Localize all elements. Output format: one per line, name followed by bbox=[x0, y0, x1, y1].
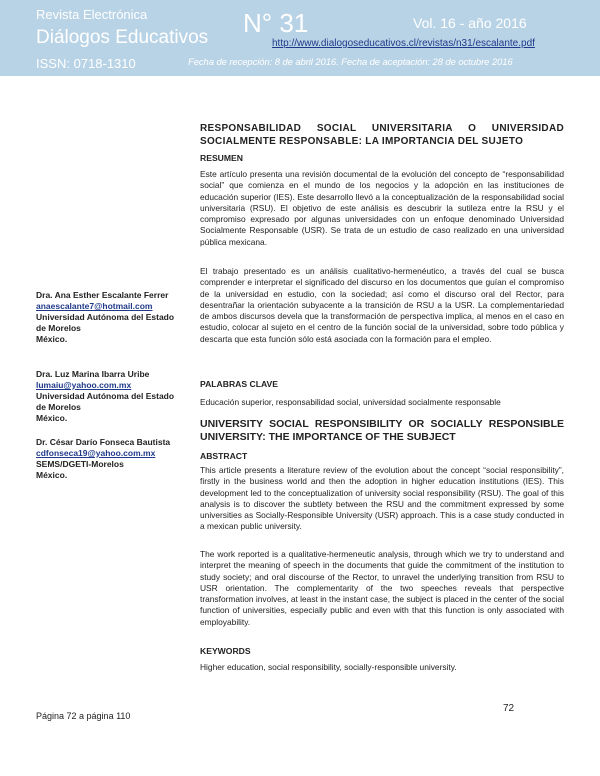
author-institution: SEMS/DGETI-Morelos bbox=[36, 459, 124, 469]
author-email-link[interactable]: lumaiu@yahoo.com.mx bbox=[36, 380, 132, 390]
reception-dates: Fecha de recepción: 8 de abril 2016. Fecha de aceptación: 28 de octubre 2016 bbox=[188, 57, 513, 68]
author-name: Dra. Ana Esther Escalante Ferrer bbox=[36, 290, 169, 300]
author-country: México. bbox=[36, 334, 68, 344]
journal-name-small: Revista Electrónica bbox=[36, 7, 148, 22]
article-title-en: UNIVERSITY SOCIAL RESPONSIBILITY OR SOCIALLY RESPONSIBLE UNIVERSITY: THE IMPORTANCE OF THE SUBJECT bbox=[200, 418, 564, 443]
author-2 bbox=[36, 369, 186, 424]
author-country: México. bbox=[36, 413, 68, 423]
issn: ISSN: 0718-1310 bbox=[36, 56, 136, 71]
author-country: México. bbox=[36, 470, 68, 480]
palabras-clave-heading: PALABRAS CLAVE bbox=[200, 379, 278, 389]
page-number: 72 bbox=[503, 703, 515, 714]
keywords-heading: KEYWORDS bbox=[200, 646, 251, 656]
abstract-heading: ABSTRACT bbox=[200, 451, 248, 461]
author-email-link[interactable]: cdfonseca19@yahoo.com.mx bbox=[36, 448, 156, 458]
author-1 bbox=[36, 290, 186, 345]
resumen-paragraph-1: Este artículo presenta una revisión documental de la evolución del concepto de “responsabilidad social” que comienza en el mundo de los negocios y la adopción en las instituciones de educación superior (IES). Este desarrollo llevó a la conceptualización de la responsabilidad social universitaria (RSU). El objetivo de este análisis es descubrir la sutileza entre la RSU y el compromiso expresado por algunas universidades con un enfoque denominado Universidad Socialmente Responsable (USR). Se trata de un estudio de caso realizado en una universidad pública mexicana. bbox=[200, 169, 564, 247]
author-email-link[interactable]: anaescalante7@hotmail.com bbox=[36, 301, 153, 311]
resumen-heading: RESUMEN bbox=[200, 153, 243, 163]
volume-year: Vol. 16 - año 2016 bbox=[413, 15, 527, 31]
abstract-paragraph-1: This article presents a literature review of the evolution about the concept “social responsibility”, firstly in the business world and then the adoption in higher education institutions (IES). This development led to the conceptualization of university social responsibility (RSU). The goal of this analysis is to discover the subtlety between the RSU and the commitment expressed by some universities as Socially-Responsible University (USR) approach. This is a case study conducted in a mexican public university. bbox=[200, 465, 564, 532]
author-institution: Universidad Autónoma del Estado de Morelos bbox=[36, 312, 175, 333]
keywords: Higher education, social responsibility, socially-responsible university. bbox=[200, 662, 457, 672]
author-name: Dra. Luz Marina Ibarra Uribe bbox=[36, 369, 150, 379]
article-title-es: RESPONSABILIDAD SOCIAL UNIVERSITARIA O UNIVERSIDAD SOCIALMENTE RESPONSABLE: LA IMPORTANCIA DEL SUJETO bbox=[200, 123, 564, 147]
issue-number: N° 31 bbox=[243, 8, 309, 38]
palabras-clave: Educación superior, responsabilidad social, universidad socialmente responsable bbox=[200, 397, 501, 407]
abstract-paragraph-2: The work reported is a qualitative-hermeneutic analysis, through which we try to understand and interpret the meaning of speech in the documents that guide the commitment of the institution to study society; and oral discourse of the Rector, to unravel the underlying transition from RSU to USR orientation. The complementarity of the two speeches reveals that perspective transformation involves, at least in the instant case, the subject is placed in the center of the social function of universities, especially public and even with that this function is only associated with employability. bbox=[200, 549, 564, 627]
resumen-paragraph-2: El trabajo presentado es un análisis cualitativo-hermenéutico, a través del cual se busca comprender e interpretar el significado del discurso en los documentos que guían el compromiso de la universidad en estudio, con la sociedad; así como el discurso oral del Rector, para desentrañar la orientación subyacente a la transición de RSU a la USR. La complementariedad de ambos discursos devela que la transformación de perspectiva implica, al menos en el caso en estudio, colocar al sujeto en el centro de la función social de la universidad, sobre todo pública y descarta que esta función sólo está asociada con la formación para el empleo. bbox=[200, 266, 564, 344]
journal-name: Diálogos Educativos bbox=[36, 27, 209, 48]
article-url-link[interactable]: http://www.dialogoseducativos.cl/revistas/n31/escalante.pdf bbox=[272, 38, 535, 49]
author-name: Dr. César Darío Fonseca Bautista bbox=[36, 437, 171, 447]
author-institution: Universidad Autónoma del Estado de Morelos bbox=[36, 391, 175, 412]
page-range: Página 72 a página 110 bbox=[36, 711, 131, 721]
author-3 bbox=[36, 437, 186, 481]
